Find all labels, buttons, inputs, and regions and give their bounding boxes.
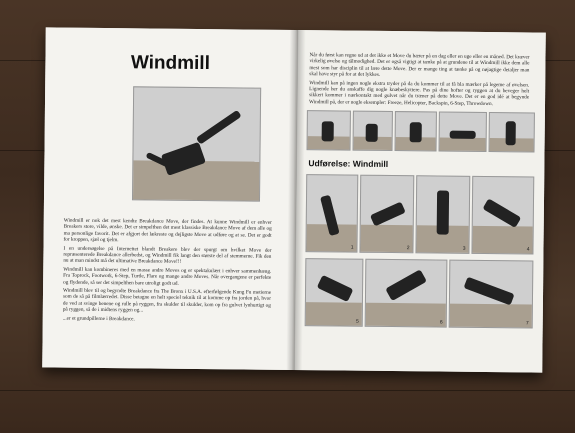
photo-floor xyxy=(472,226,532,253)
photo-number: 7 xyxy=(525,320,529,327)
page-title: Windmill xyxy=(130,52,211,75)
photo-floor xyxy=(133,160,259,201)
dancer-figure xyxy=(437,190,449,234)
dancer-figure xyxy=(385,269,427,301)
right-paragraph: Når du først kan regne ud at det ikke et Move du bærer på en dag eller en uge eller en måned. Det kræver virkelig øvelse og tålmodighed. Det er også vigtigt at tænke på at grundene til at Windmill ikke dem alle mest som har disciplin til at lære dette Move. Der er mange ting at tænke på og nøjagtige detaljer man skal have styr på for at det lykkes. xyxy=(309,52,530,79)
dancer-leg xyxy=(196,110,242,145)
dancer-figure xyxy=(322,121,334,141)
dancer-figure xyxy=(410,122,422,142)
windmill-main-photo xyxy=(132,86,261,201)
sequence-photo-6 xyxy=(365,259,448,328)
right-text-block xyxy=(309,52,530,108)
photo-number: 6 xyxy=(439,319,443,326)
sequence-photo-2 xyxy=(359,175,414,254)
example-photo xyxy=(439,112,487,153)
right-page xyxy=(294,30,546,373)
photo-floor xyxy=(306,302,362,326)
left-text-block xyxy=(63,218,272,324)
photo-floor xyxy=(440,137,486,151)
dancer-figure xyxy=(450,131,476,139)
example-photo xyxy=(307,110,351,150)
left-paragraph: ...er et grundpillerne i Breakdance. xyxy=(62,315,135,323)
left-paragraph: Windmill blev til og begyndte Breakdance fra The Bronx i U.S.A. efterfølgende Kung Fu metierne som de så på filmlærredet. Disse betagne en helt speciel teknik til at komme op fra jorden på, hvor de ved at svinge benene og rulle på ryggen, fra skulder til skulder, kom op fra gulvet lynhurtigt og på ryggen, så de i midtens ryggen og... xyxy=(62,287,272,314)
sequence-photo-1 xyxy=(305,174,358,253)
sequence-photo-7 xyxy=(449,260,534,329)
example-photo xyxy=(489,112,535,152)
table-plank-line xyxy=(0,390,575,391)
dancer-figure xyxy=(482,198,521,228)
photo-number: 2 xyxy=(406,245,410,252)
photo-floor xyxy=(450,304,532,328)
dancer-figure xyxy=(370,201,406,226)
photo-number: 5 xyxy=(355,318,359,325)
photo-floor xyxy=(360,225,412,252)
example-photo xyxy=(353,111,393,151)
example-photo xyxy=(395,111,437,151)
photo-floor xyxy=(366,303,446,327)
right-paragraph: Windmill kan på ingen nogle ekstra tryder på da du kommer til at få bla mærker på legeme af øvelsen. Lignende her du anskaffe dig nogle knæbeskyttere. Pas på dine hofter og ryggen at du beveger helt sikkert kommer i nærkontakt med gulvet når du træner på dette Move. Det er en god idé at begynde Windmill på, der er nogle eksempler: Freeze, Helicopter, Backspin, 6-Step, Throwdown. xyxy=(308,79,530,107)
left-paragraph: Windmill kan kombineres med en masse andre Moves og er spektakulært i enhver sammenhæng. Fra Toprock, Footwork, 6-Step, Turtle, Flare og mange andre Moves. Når overgangene er perfekte og flydende, så ser det simpelthen bare utroligt godt ud. xyxy=(63,266,272,287)
left-paragraph: Windmill er nok det mest kendte Breakdance Move, der findes. At kunne Windmill er enhver Breakers store, vilde, ønske. Det er simpelthen det mest klassiske Breakdance Move af dem alle og ma personlige favorit. Det er afgjort det lækreste og dejligste Move at udføre og at se. Det er godt for kroppen, sjæl og tjelm. xyxy=(63,217,272,244)
left-paragraph: I en undersøgelse på Internettet blandt Breakere blev der spurgt om hvilket Move der repræsenterede Breakdance allerbedst, og Windmill fik langt den største del af stemmerne. Fik den nu at man mindst må det ultimative Breakdance Move!!! xyxy=(63,245,272,266)
left-page xyxy=(42,27,296,370)
sequence-photo-5 xyxy=(305,258,364,327)
open-book xyxy=(42,27,546,372)
dancer-figure xyxy=(506,121,516,145)
sequence-photo-4 xyxy=(471,176,534,255)
dancer-figure xyxy=(366,124,378,142)
sequence-heading: Udførelse: Windmill xyxy=(308,158,389,169)
photo-number: 3 xyxy=(462,245,466,252)
photo-number: 4 xyxy=(526,246,530,253)
sequence-photo-3 xyxy=(415,175,470,254)
photo-number: 1 xyxy=(350,244,354,251)
dancer-figure xyxy=(317,275,354,302)
dancer-figure xyxy=(464,277,515,306)
